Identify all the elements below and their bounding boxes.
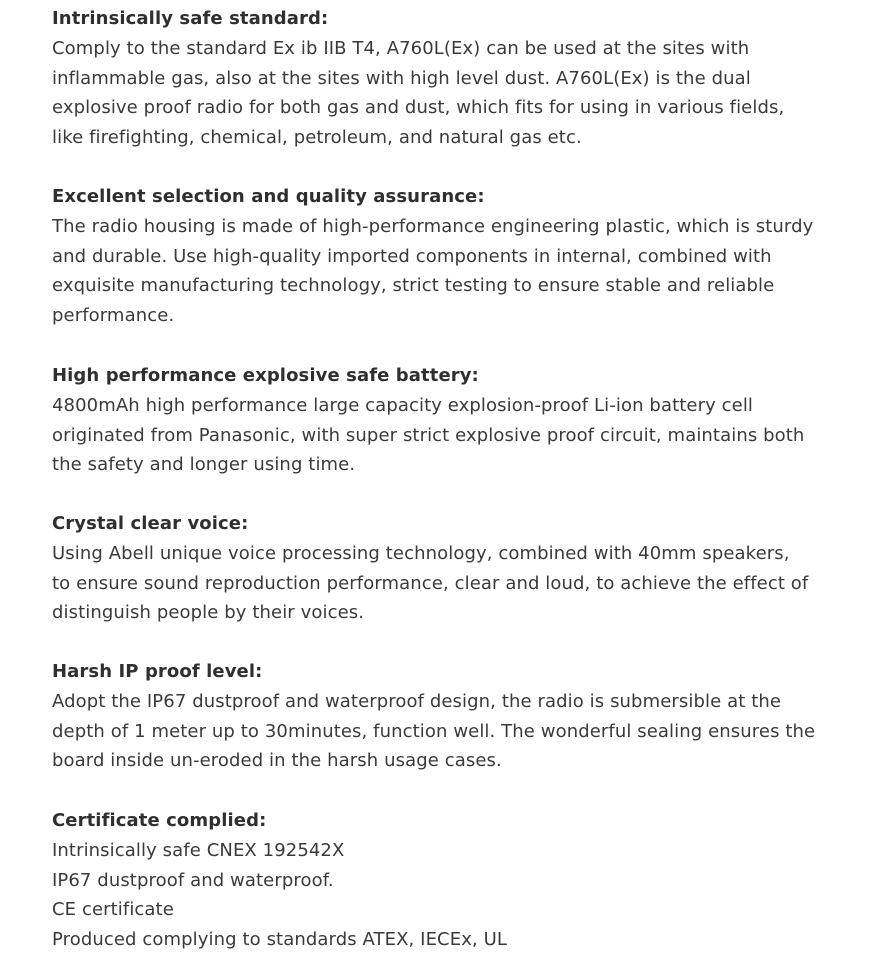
paragraph-line: depth of 1 meter up to 30minutes, function well. The wonderful sealing ensures the [52,720,816,742]
section-heading: High performance explosive safe battery: [52,365,479,386]
paragraph-line: explosive proof radio for both gas and dust, which fits for using in various fields, [52,97,785,119]
paragraph-line: Comply to the standard Ex ib IIB T4, A760L(Ex) can be used at the sites with [52,38,750,59]
certificate-item: IP67 dustproof and waterproof. [52,869,334,891]
certificate-item: Produced complying to standards ATEX, IECEx, UL [52,929,507,951]
section-heading: Intrinsically safe standard: [52,8,329,29]
paragraph-line: exquisite manufacturing technology, strict testing to ensure stable and reliable [52,275,775,297]
section-paragraph [52,212,813,331]
section-quality-assurance [52,182,813,331]
paragraph-line: The radio housing is made of high-performance engineering plastic, which is sturdy [52,216,814,237]
paragraph-line: like firefighting, chemical, petroleum, and natural gas etc. [52,127,582,149]
section-clear-voice [52,509,808,628]
section-heading: Certificate complied: [52,810,267,831]
paragraph-line: Using Abell unique voice processing technology, combined with 40mm speakers, [52,543,790,564]
paragraph-line: and durable. Use high-quality imported components in internal, combined with [52,245,772,267]
paragraph-line: performance. [52,305,175,327]
paragraph-line: Adopt the IP67 dustproof and waterproof design, the radio is submersible at the [52,691,782,712]
paragraph-line: inflammable gas, also at the sites with high level dust. A760L(Ex) is the dual [52,67,751,89]
section-paragraph [52,34,784,153]
paragraph-line: 4800mAh high performance large capacity explosion-proof Li-ion battery cell [52,395,754,416]
section-heading: Excellent selection and quality assurance: [52,186,485,207]
certificate-item: CE certificate [52,899,174,921]
paragraph-line: the safety and longer using time. [52,454,356,476]
section-paragraph [52,836,507,955]
paragraph-line: to ensure sound reproduction performance, clear and loud, to achieve the effect of [52,572,809,594]
paragraph-line: board inside un-eroded in the harsh usage cases. [52,750,502,772]
section-paragraph [52,391,804,480]
section-intrinsically-safe-standard [52,4,784,153]
section-heading: Harsh IP proof level: [52,661,263,682]
paragraph-line: originated from Panasonic, with super strict explosive proof circuit, maintains both [52,424,805,446]
section-paragraph [52,687,815,776]
section-battery [52,361,804,480]
section-heading: Crystal clear voice: [52,513,249,534]
section-paragraph [52,539,808,628]
section-certificates [52,806,507,955]
paragraph-line: distinguish people by their voices. [52,602,365,624]
section-ip-proof-level [52,657,815,776]
certificate-item: Intrinsically safe CNEX 192542X [52,840,345,861]
